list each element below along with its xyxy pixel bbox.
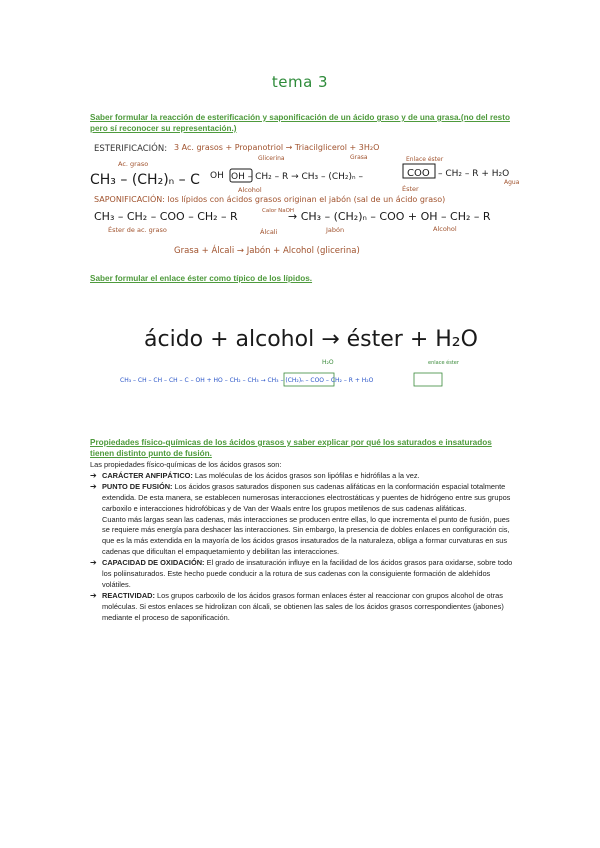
item-term: CARÁCTER ANFIPÁTICO: xyxy=(102,470,193,480)
ester-note: Éster xyxy=(402,185,419,193)
properties-list xyxy=(90,471,515,624)
properties-body xyxy=(90,460,515,624)
alcohol-note-2: Alcohol xyxy=(433,225,457,233)
section3-heading: Propiedades físico-químicas de los ácidos grasos y saber explicar por qué los saturados e insaturados tienen distinto punto de fusión. xyxy=(90,438,492,458)
formula1-coo: COO xyxy=(407,168,430,179)
ac-graso-note: Ac. graso xyxy=(118,160,149,168)
item-text: Las moléculas de los ácidos grasos son lipófilas e hidrófilas a la vez. xyxy=(192,470,420,480)
esterificacion-label: ESTERIFICACIÓN: xyxy=(94,144,168,154)
item-continuation: Cuanto más largas sean las cadenas, más interacciones se producen entre ellas, lo que incrementa el punto de fusión, pues se requiere más energía para deshacer las interacciones. Sin embargo, la presencia de dobles enlaces en configuración cis, que es la más extendida en la mayoría de los ácidos grasos insaturados de la naturaleza, obliga a formar curvaturas en sus cadenas que dificultan el empaquetamiento y debilitan las interacciones. xyxy=(102,514,510,557)
formula1-right: – CH₂ – R + H₂O xyxy=(438,169,510,179)
section2-heading: Saber formular el enlace éster como típico de los lípidos. xyxy=(90,274,313,283)
jabon-note: Jabón xyxy=(326,226,345,234)
grasa-note: Grasa xyxy=(350,154,368,161)
formula2-conditions: Calor NaOH xyxy=(262,208,295,214)
list-item xyxy=(90,482,515,515)
alcohol-note: Alcohol xyxy=(238,186,262,194)
arrow-icon: ➔ xyxy=(90,590,97,600)
arrow-icon: ➔ xyxy=(90,558,97,568)
page-title: tema 3 xyxy=(271,73,329,91)
properties-intro: Las propiedades físico-químicas de los ácidos grasos son: xyxy=(90,460,282,469)
agua-note: Agua xyxy=(504,179,520,186)
ester-bond-handwritten-notes xyxy=(88,315,528,395)
saponificacion-text: SAPONIFICACIÓN: los lípidos con ácidos grasos originan el jabón (sal de un ácido graso) xyxy=(94,195,446,204)
item-text: Los grupos carboxilo de los ácidos grasos forman enlaces éster al reaccionar con grupos alcohol de otras moléculas. Si estos enlaces se hidrolizan con álcali, se obtienen las sales de los ácidos grasos correspondientes (jabones) mediante el proceso de saponificación. xyxy=(102,590,504,622)
item-term: CAPACIDAD DE OXIDACIÓN: xyxy=(102,558,205,568)
item-term: REACTIVIDAD: xyxy=(102,590,155,600)
list-item xyxy=(90,591,515,624)
formula1-mid: OH – CH₂ – R → CH₃ – (CH₂)ₙ – xyxy=(231,172,363,182)
summary-equation: Grasa + Álcali → Jabón + Alcohol (glicerina) xyxy=(174,246,360,256)
arrow-icon: ➔ xyxy=(90,470,97,480)
esterification-handwritten-notes xyxy=(88,136,528,260)
formula2-right: → CH₃ – (CH₂)ₙ – COO + OH – CH₂ – R xyxy=(288,210,491,223)
coo-highlight-box xyxy=(414,373,442,386)
big-equation: ácido + alcohol → éster + H₂O xyxy=(144,327,478,352)
list-item xyxy=(90,471,515,482)
item-term: PUNTO DE FUSIÓN: xyxy=(102,481,173,491)
enlace-ester-note-2: enlace éster xyxy=(428,360,459,366)
formula1-left: CH₃ – (CH₂)ₙ – C xyxy=(90,172,200,188)
item-text: Los ácidos grasos saturados disponen sus cadenas alifáticas en la conformación espacial totalmente extendida. De esta manera, se establecen numerosas interacciones electrostáticas y puentes de hidrógeno entre sus grupos carboxilo e interacciones hidrofóbicas y de Van der Waals entre los grupos metilenos de sus cadenas alifáticas. xyxy=(102,481,511,513)
h2o-note: H₂O xyxy=(322,359,334,366)
formula2-left: CH₃ – CH₂ – COO – CH₂ – R xyxy=(94,210,238,223)
glicerina-note: Glicerina xyxy=(258,155,285,162)
arrow-icon: ➔ xyxy=(90,481,97,491)
enlace-ester-note: Enlace éster xyxy=(406,156,444,163)
item-text: El grado de insaturación influye en la facilidad de los ácidos grasos para oxidarse, sobre todo los poliinsaturados. Este hecho puede conducir a la rotura de sus cadenas con la consiguiente formación de aldehídos volátiles. xyxy=(102,558,513,589)
blue-chain-formula: CH₃ – CH – CH – CH – C – OH + HO – CH₂ – CH₃ → CH₃ – (CH₂)ₙ – COO – CH₂ – R + H₂O xyxy=(120,377,374,384)
esterificacion-equation: 3 Ac. grasos + Propanotriol → Triacilglicerol + 3H₂O xyxy=(174,143,380,152)
alcali-note: Álcali xyxy=(260,228,278,236)
ester-ac-graso-note: Éster de ac. graso xyxy=(108,226,167,234)
list-item xyxy=(90,558,515,591)
section1-heading: Saber formular la reacción de esterificación y saponificación de un ácido graso y de una grasa.(no del resto pero sí reconocer su representación.) xyxy=(90,113,510,133)
formula1-oh: OH xyxy=(210,171,224,181)
